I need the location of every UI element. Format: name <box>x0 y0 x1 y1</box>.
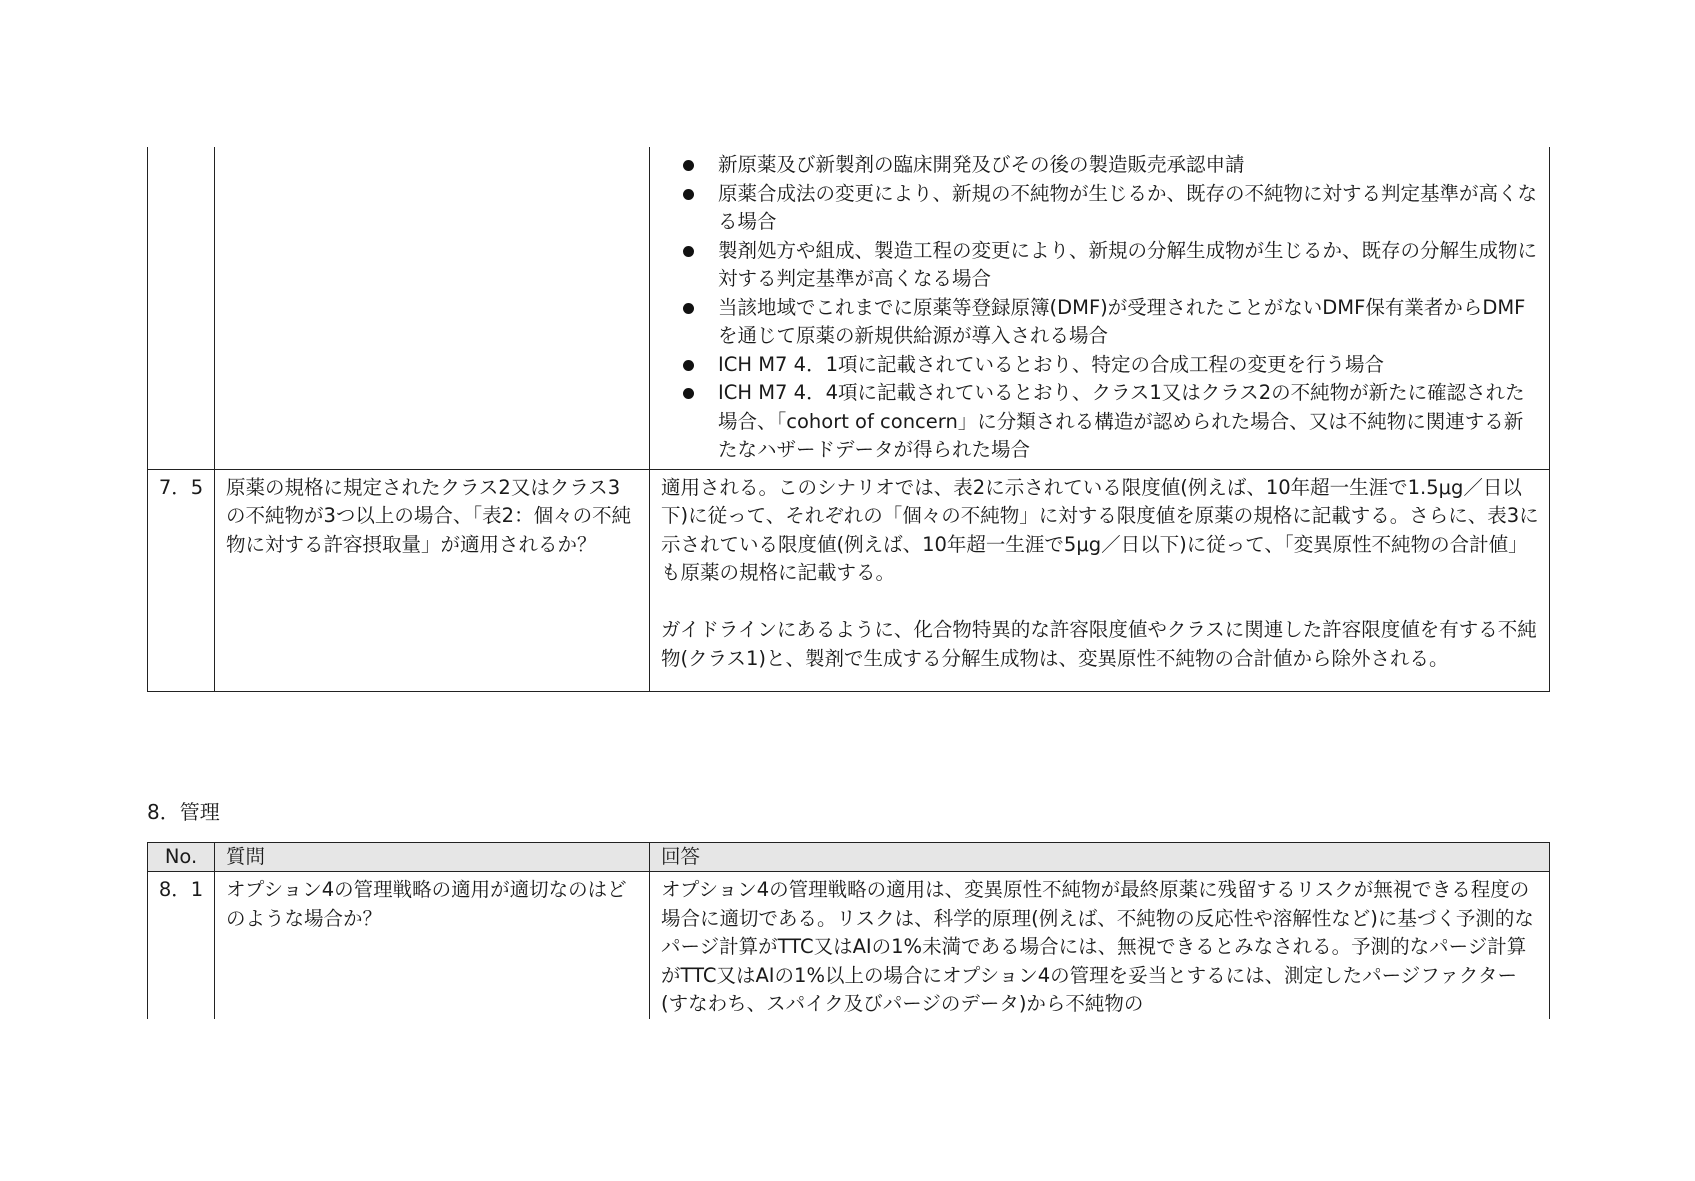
bullet-item: 当該地域でこれまでに原薬等登録原簿(DMF)が受理されたことがないDMF保有業者からDMFを通じて原薬の新規供給源が導入される場合 <box>654 294 1539 351</box>
table-row <box>148 147 1550 469</box>
bullet-item: ICH M7 4．1項に記載されているとおり、特定の合成工程の変更を行う場合 <box>654 351 1539 380</box>
answer-paragraph: 適用される。このシナリオでは、表2に示されている限度値(例えば、10年超一生涯で1.5μg／日以下)に従って、それぞれの「個々の不純物」に対する限度値を原薬の規格に記載する。さらに、表3に示されている限度値(例えば、10年超一生涯で5μg／日以下)に従って、「変異原性不純物の合計値」も原薬の規格に記載する。 <box>661 475 1539 584</box>
row-number <box>148 147 215 469</box>
question-cell <box>215 147 650 469</box>
row-number: 8．1 <box>148 872 215 1019</box>
question-cell: オプション4の管理戦略の適用が適切なのはどのような場合か？ <box>215 872 650 1019</box>
qa-table-section8 <box>147 842 1550 1019</box>
column-header-no: No. <box>148 843 215 872</box>
column-header-answer: 回答 <box>650 843 1550 872</box>
qa-table-section7 <box>147 147 1550 692</box>
bullet-list <box>654 151 1539 465</box>
table-row <box>148 872 1550 1019</box>
answer-paragraph: ガイドラインにあるように、化合物特異的な許容限度値やクラスに関連した許容限度値を有する不純物(クラス1)と、製剤で生成する分解生成物は、変異原性不純物の合計値から除外される。 <box>661 618 1537 670</box>
answer-cell: オプション4の管理戦略の適用は、変異原性不純物が最終原薬に残留するリスクが無視できる程度の場合に適切である。リスクは、科学的原理(例えば、不純物の反応性や溶解性など)に基づく予測的なパージ計算がTTC又はAIの1%未満である場合には、無視できるとみなされる。予測的なパージ計算がTTC又はAIの1%以上の場合にオプション4の管理を妥当とするには、測定したパージファクター(すなわち、スパイク及びパージのデータ)から不純物の <box>650 872 1550 1019</box>
bullet-item: ICH M7 4．4項に記載されているとおり、クラス1又はクラス2の不純物が新たに確認された場合、「cohort of concern」に分類される構造が認められた場合、又は不純物に関連する新たなハザードデータが得られた場合 <box>654 379 1539 465</box>
bullet-item: 原薬合成法の変更により、新規の不純物が生じるか、既存の不純物に対する判定基準が高くなる場合 <box>654 180 1539 237</box>
bullet-item: 新原薬及び新製剤の臨床開発及びその後の製造販売承認申請 <box>654 151 1539 180</box>
answer-cell <box>650 469 1550 692</box>
table-row <box>148 469 1550 692</box>
question-cell: 原薬の規格に規定されたクラス2又はクラス3の不純物が3つ以上の場合、「表2：個々の不純物に対する許容摂取量」が適用されるか？ <box>215 469 650 692</box>
bullet-item: 製剤処方や組成、製造工程の変更により、新規の分解生成物が生じるか、既存の分解生成物に対する判定基準が高くなる場合 <box>654 237 1539 294</box>
table-header-row <box>148 843 1550 872</box>
column-header-question: 質問 <box>215 843 650 872</box>
answer-cell <box>650 147 1550 469</box>
section-heading: 8．管理 <box>147 800 220 824</box>
row-number: 7．5 <box>148 469 215 692</box>
